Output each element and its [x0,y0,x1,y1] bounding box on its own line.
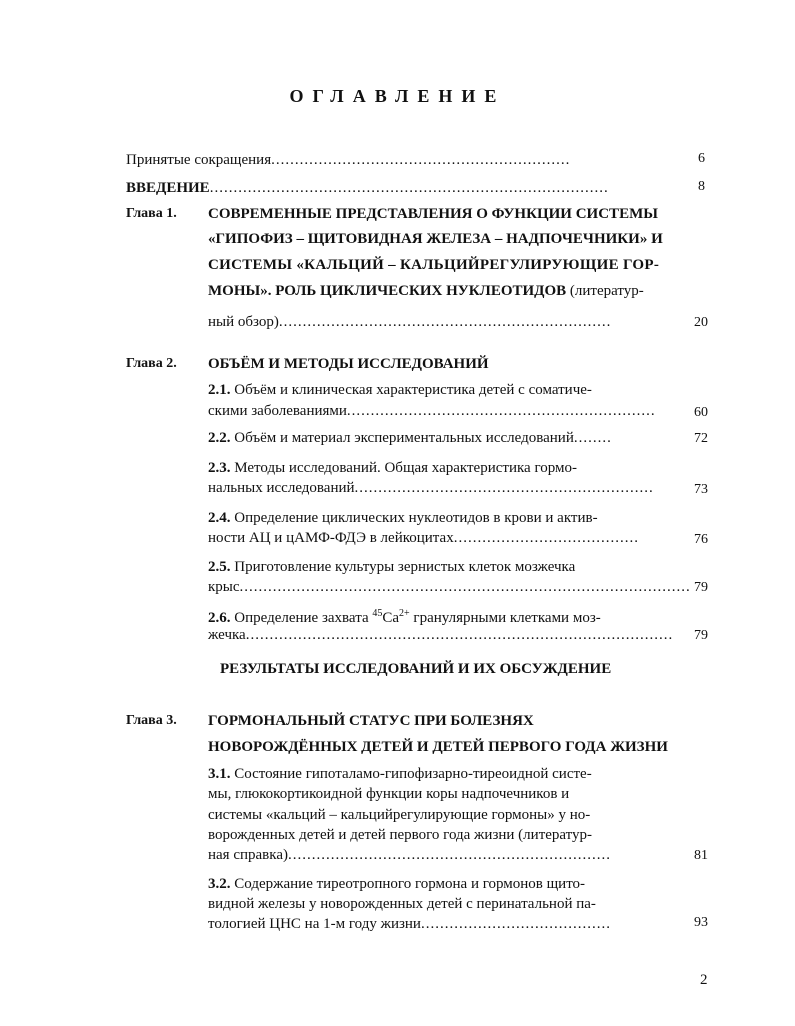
chapter-title-line: МОНЫ». РОЛЬ ЦИКЛИЧЕСКИХ НУКЛЕОТИДОВ (литератур- [208,283,644,299]
toc-page: 8 [698,179,705,194]
chapter-title-line: ОБЪЁМ И МЕТОДЫ ИССЛЕДОВАНИЙ [208,356,489,372]
toc-subsection: 2.4. Определение циклических нуклеотидов в крови и актив- [208,510,598,526]
toc-page: 76 [694,532,708,547]
toc-entry-abbreviations: Принятые сокращения............................................................... [126,152,571,168]
toc-page: 79 [694,628,708,643]
toc-subsection-line: ворожденных детей и детей первого года жизни (литератур- [208,827,593,843]
chapter-title-line: НОВОРОЖДЁННЫХ ДЕТЕЙ И ДЕТЕЙ ПЕРВОГО ГОДА ЖИЗНИ [208,739,668,755]
chapter-title-line: СИСТЕМЫ «КАЛЬЦИЙ – КАЛЬЦИЙРЕГУЛИРУЮЩИЕ ГОР- [208,257,660,273]
toc-subsection-line: тологией ЦНС на 1-м году жизни........................................ [208,916,611,932]
section-heading: РЕЗУЛЬТАТЫ ИССЛЕДОВАНИЙ И ИХ ОБСУЖДЕНИЕ [220,661,612,677]
toc-page: 60 [694,405,708,420]
chapter-label: Глава 1. [126,206,177,221]
toc-subsection-line: скими заболеваниями................................................................. [208,403,656,419]
toc-subsection-line: видной железы у новорожденных детей с перинатальной па- [208,896,596,912]
toc-subsection: 2.2. Объём и материал экспериментальных исследований........ [208,430,612,446]
toc-page: 20 [694,315,708,330]
toc-subsection-line: жечка.......................................................................................... [208,627,674,643]
toc-subsection-line: нальных исследований............................................................... [208,480,654,496]
toc-subsection-line: мы, глюкокортикоидной функции коры надпочечников и [208,786,570,802]
page-number: 2 [700,972,708,988]
toc-subsection-line: крыс............................................................................................... [208,579,691,595]
chapter-label: Глава 3. [126,713,177,728]
toc-page: 93 [694,915,708,930]
toc-subsection: 3.1. Состояние гипоталамо-гипофизарно-тиреоидной систе- [208,766,592,782]
toc-subsection-line: системы «кальций – кальцийрегулирующие гормоны» у но- [208,807,591,823]
toc-page: 72 [694,431,708,446]
page-title: ОГЛАВЛЕНИЕ [289,86,506,106]
chapter-title-line: СОВРЕМЕННЫЕ ПРЕДСТАВЛЕНИЯ О ФУНКЦИИ СИСТЕМЫ [208,206,658,222]
chapter-title-line: «ГИПОФИЗ – ЩИТОВИДНАЯ ЖЕЛЕЗА – НАДПОЧЕЧНИКИ» И [208,231,663,247]
toc-page: 6 [698,151,705,166]
toc-page: 79 [694,580,708,595]
toc-subsection: 2.3. Методы исследований. Общая характеристика гормо- [208,460,577,476]
toc-subsection-line: ная справка).................................................................... [208,847,611,863]
toc-subsection: 2.1. Объём и клиническая характеристика детей с соматиче- [208,382,592,398]
toc-entry-introduction: ВВЕДЕНИЕ.................................................................................... [126,180,609,196]
toc-page: 73 [694,482,708,497]
toc-page: 81 [694,848,708,863]
toc-subsection: 2.5. Приготовление культуры зернистых клеток мозжечка [208,559,576,575]
chapter-title-line: ный обзор)...................................................................... [208,314,612,330]
toc-subsection: 3.2. Содержание тиреотропного гормона и гормонов щито- [208,876,586,892]
toc-subsection-line: ности АЦ и цАМФ-ФДЭ в лейкоцитах....................................... [208,530,639,546]
chapter-title-line: ГОРМОНАЛЬНЫЙ СТАТУС ПРИ БОЛЕЗНЯХ [208,713,534,729]
chapter-label: Глава 2. [126,356,177,371]
toc-subsection: 2.6. Определение захвата $^{45}Ca^{2+}$ гранулярными клетками моз- [208,608,601,626]
